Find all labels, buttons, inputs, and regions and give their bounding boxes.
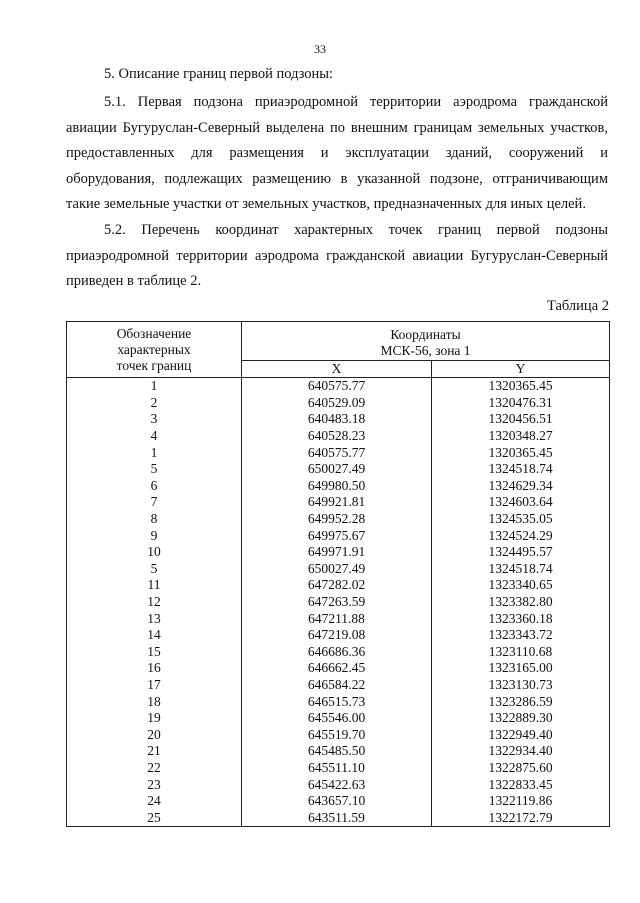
point-cell: 5 <box>67 461 242 478</box>
x-cell: 643511.59 <box>242 809 432 826</box>
table-row <box>67 395 610 412</box>
x-cell: 645422.63 <box>242 776 432 793</box>
y-cell: 1322875.60 <box>432 760 610 777</box>
header-line: МСК-56, зона 1 <box>380 343 471 358</box>
y-cell: 1323130.73 <box>432 677 610 694</box>
x-cell: 649921.81 <box>242 494 432 511</box>
paragraph-line: оборудования, подлежащих размещению в указанной подзоне, отграничивающим <box>66 170 608 187</box>
x-cell: 647263.59 <box>242 594 432 611</box>
point-cell: 21 <box>67 743 242 760</box>
y-cell: 1324518.74 <box>432 561 610 578</box>
y-cell: 1320476.31 <box>432 395 610 412</box>
section-heading: 5. Описание границ первой подзоны: <box>104 66 334 82</box>
table-row <box>67 428 610 445</box>
point-cell: 3 <box>67 411 242 428</box>
coordinates-header <box>242 322 610 361</box>
header-line: точек границ <box>116 357 192 373</box>
x-cell: 649975.67 <box>242 527 432 544</box>
point-cell: 22 <box>67 760 242 777</box>
x-cell: 647219.08 <box>242 627 432 644</box>
x-cell: 640483.18 <box>242 411 432 428</box>
y-cell: 1324603.64 <box>432 494 610 511</box>
header-line: Координаты <box>390 327 461 342</box>
y-cell: 1320365.45 <box>432 378 610 395</box>
x-cell: 640529.09 <box>242 395 432 412</box>
x-cell: 646662.45 <box>242 660 432 677</box>
point-cell: 6 <box>67 478 242 495</box>
y-cell: 1320365.45 <box>432 444 610 461</box>
paragraph-5-1 <box>66 92 608 220</box>
table-row <box>67 478 610 495</box>
table-row <box>67 378 610 395</box>
table-row <box>67 544 610 561</box>
point-cell: 8 <box>67 511 242 528</box>
table-row <box>67 776 610 793</box>
table-row <box>67 809 610 826</box>
table-row <box>67 527 610 544</box>
y-cell: 1323382.80 <box>432 594 610 611</box>
x-cell: 646686.36 <box>242 644 432 661</box>
y-cell: 1322119.86 <box>432 793 610 810</box>
y-cell: 1324524.29 <box>432 527 610 544</box>
paragraph-line: 5.1. Первая подзона приаэродромной территории аэродрома гражданской <box>104 94 608 110</box>
y-cell: 1323286.59 <box>432 693 610 710</box>
x-cell: 640575.77 <box>242 444 432 461</box>
table-row <box>67 677 610 694</box>
x-cell: 645546.00 <box>242 710 432 727</box>
y-cell: 1323340.65 <box>432 577 610 594</box>
table-row <box>67 660 610 677</box>
table-row <box>67 726 610 743</box>
x-cell: 649952.28 <box>242 511 432 528</box>
x-cell: 640528.23 <box>242 428 432 445</box>
y-cell: 1324495.57 <box>432 544 610 561</box>
table-caption: Таблица 2 <box>546 298 609 314</box>
page-number: 33 <box>314 42 326 56</box>
x-cell: 645511.10 <box>242 760 432 777</box>
y-cell: 1323165.00 <box>432 660 610 677</box>
table-row <box>67 494 610 511</box>
x-cell: 649971.91 <box>242 544 432 561</box>
point-cell: 12 <box>67 594 242 611</box>
x-cell: 647211.88 <box>242 610 432 627</box>
point-cell: 10 <box>67 544 242 561</box>
paragraph-line: 5.2. Перечень координат характерных точек границ первой подзоны <box>104 222 608 238</box>
y-cell: 1320348.27 <box>432 428 610 445</box>
table-row <box>67 743 610 760</box>
point-cell: 14 <box>67 627 242 644</box>
table-row <box>67 627 610 644</box>
table-row <box>67 693 610 710</box>
x-cell: 646584.22 <box>242 677 432 694</box>
point-cell: 16 <box>67 660 242 677</box>
point-cell: 18 <box>67 693 242 710</box>
y-cell: 1324518.74 <box>432 461 610 478</box>
x-cell: 646515.73 <box>242 693 432 710</box>
point-cell: 17 <box>67 677 242 694</box>
table-row <box>67 577 610 594</box>
y-cell: 1322934.40 <box>432 743 610 760</box>
y-cell: 1323110.68 <box>432 644 610 661</box>
table-row <box>67 411 610 428</box>
table-row <box>67 644 610 661</box>
table-row <box>67 444 610 461</box>
paragraph-line: авиации Бугуруслан-Северный выделена по внешним границам земельных участков, <box>66 119 608 136</box>
table-row <box>67 511 610 528</box>
x-cell: 649980.50 <box>242 478 432 495</box>
x-cell: 647282.02 <box>242 577 432 594</box>
point-cell: 1 <box>67 444 242 461</box>
y-column-header: Y <box>432 361 610 378</box>
point-cell: 7 <box>67 494 242 511</box>
y-cell: 1324535.05 <box>432 511 610 528</box>
y-cell: 1322172.79 <box>432 809 610 826</box>
paragraph-5-2 <box>66 220 608 297</box>
point-cell: 1 <box>67 378 242 395</box>
table-row <box>67 561 610 578</box>
point-column-header <box>67 322 242 378</box>
point-cell: 11 <box>67 577 242 594</box>
point-cell: 15 <box>67 644 242 661</box>
paragraph-line: приведен в таблице 2. <box>66 273 202 289</box>
header-line: характерных <box>117 341 191 357</box>
y-cell: 1324629.34 <box>432 478 610 495</box>
x-cell: 645519.70 <box>242 726 432 743</box>
point-cell: 5 <box>67 561 242 578</box>
x-cell: 640575.77 <box>242 378 432 395</box>
point-cell: 4 <box>67 428 242 445</box>
y-cell: 1320456.51 <box>432 411 610 428</box>
point-cell: 24 <box>67 793 242 810</box>
paragraph-line: такие земельные участки от земельных участков, предназначенных для иных целей. <box>66 196 586 212</box>
x-column-header: X <box>242 361 432 378</box>
x-cell: 643657.10 <box>242 793 432 810</box>
table-row <box>67 461 610 478</box>
point-cell: 2 <box>67 395 242 412</box>
table-row <box>67 610 610 627</box>
x-cell: 645485.50 <box>242 743 432 760</box>
table-row <box>67 710 610 727</box>
y-cell: 1323360.18 <box>432 610 610 627</box>
coordinates-table <box>66 321 610 827</box>
point-cell: 23 <box>67 776 242 793</box>
x-cell: 650027.49 <box>242 461 432 478</box>
table-row <box>67 760 610 777</box>
y-cell: 1322889.30 <box>432 710 610 727</box>
paragraph-line: приаэродромной территории аэродрома гражданской авиации Бугуруслан-Северный <box>66 247 608 264</box>
paragraph-line: предоставленных для размещения и эксплуатации зданий, сооружений и <box>66 145 608 161</box>
point-cell: 13 <box>67 610 242 627</box>
header-line: Обозначение <box>116 325 192 341</box>
table-row <box>67 793 610 810</box>
table-row <box>67 594 610 611</box>
table-body <box>67 378 610 827</box>
point-cell: 20 <box>67 726 242 743</box>
y-cell: 1322833.45 <box>432 776 610 793</box>
point-cell: 9 <box>67 527 242 544</box>
y-cell: 1322949.40 <box>432 726 610 743</box>
point-cell: 25 <box>67 809 242 826</box>
y-cell: 1323343.72 <box>432 627 610 644</box>
x-cell: 650027.49 <box>242 561 432 578</box>
point-cell: 19 <box>67 710 242 727</box>
